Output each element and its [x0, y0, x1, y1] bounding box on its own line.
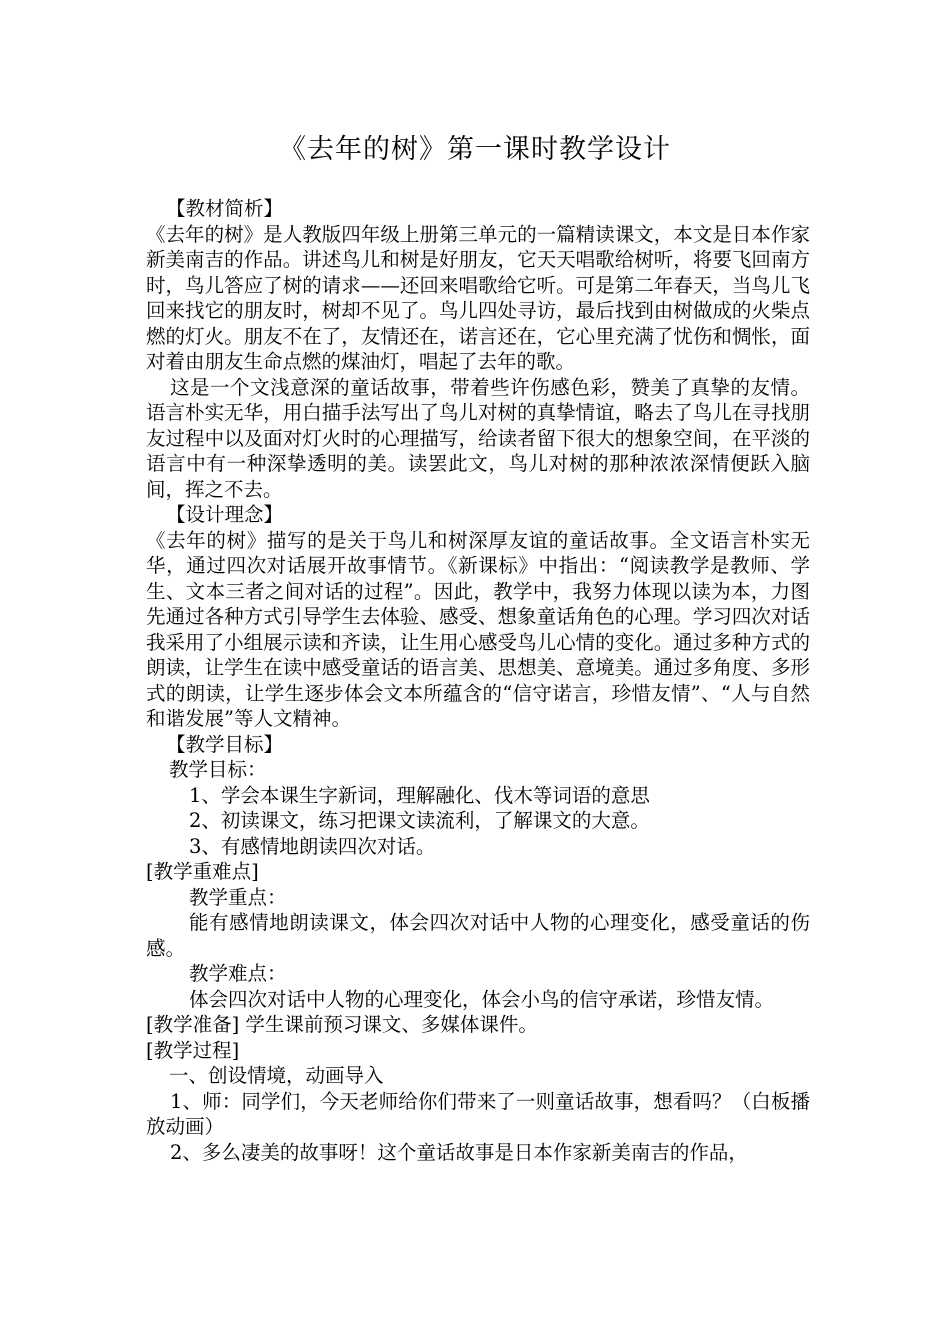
process-step-1-item-2: 2、多么凄美的故事呀！这个童话故事是日本作家新美南吉的作品，	[170, 1140, 748, 1164]
paragraph-materials-2: 这是一个文浅意深的童话故事，带着些许伤感色彩，赞美了真挚的友情。语言朴实无华，用白描手法写出了鸟儿对树的真挚情谊，略去了鸟儿在寻找朋友过程中以及面对灯火时的心理描写，给读者留下很大的想象空间，在平淡的语言中有一种深挚透明的美。读罢此文，鸟儿对树的那种浓浓深情便跃入脑间，挥之不去。	[146, 375, 810, 501]
goal-item-3: 3、有感情地朗读四次对话。	[189, 834, 436, 858]
document-body	[146, 196, 810, 1165]
goal-item-1: 1、学会本课生字新词，理解融化、伐木等词语的意思	[189, 783, 650, 807]
difficulty-label: 教学难点：	[189, 962, 287, 985]
paragraph-concept: 《去年的树》描写的是关于鸟儿和树深厚友谊的童话故事。全文语言朴实无华，通过四次对话展开故事情节。《新课标》中指出：“阅读教学是教师、学生、文本三者之间对话的过程”。因此，教学中，我努力体现以读为本，力图先通过各种方式引导学生去体验、感受、想象童话角色的心理。学习四次对话我采用了小组展示读和齐读，让生用心感受鸟儿心情的变化。通过多种方式的朗读，让学生在读中感受童话的语言美、思想美、意境美。通过多角度、多形式的朗读，让学生逐步体会文本所蕴含的“信守诺言，珍惜友情”、“人与自然和谐发展”等人文精神。	[146, 528, 810, 730]
section-heading-process: [教学过程]	[146, 1038, 240, 1062]
process-step-1-item-1: 1、师：同学们，今天老师给你们带来了一则童话故事，想看吗？（白板播放动画）	[146, 1089, 810, 1138]
section-heading-concept: 【设计理念】	[166, 503, 284, 526]
difficulty-text: 体会四次对话中人物的心理变化，体会小鸟的信守承诺，珍惜友情。	[189, 987, 775, 1011]
section-heading-materials: 【教材简析】	[166, 197, 284, 220]
process-step-1: 一、创设情境，动画导入	[169, 1064, 384, 1087]
key-point-label: 教学重点：	[189, 885, 287, 909]
key-point-text: 能有感情地朗读课文，体会四次对话中人物的心理变化，感受童话的伤感。	[146, 911, 810, 960]
goal-item-2: 2、初读课文，练习把课文读流利，了解课文的大意。	[189, 809, 650, 832]
goals-label: 教学目标：	[169, 758, 267, 781]
section-heading-goals: 【教学目标】	[166, 732, 284, 756]
paragraph-materials-1: 《去年的树》是人教版四年级上册第三单元的一篇精读课文，本文是日本作家新美南吉的作品。讲述鸟儿和树是好朋友，它天天唱歌给树听，将要飞回南方时，鸟儿答应了树的请求——还回来唱歌给它听。可是第二年春天，当鸟儿飞回来找它的朋友时，树却不见了。鸟儿四处寻访，最后找到由树做成的火柴点燃的灯火。朋友不在了，友情还在，诺言还在，它心里充满了忧伤和惆怅，面对着由朋友生命点燃的煤油灯，唱起了去年的歌。	[146, 222, 810, 373]
preparation-line: [教学准备] 学生课前预习课文、多媒体课件。	[146, 1013, 538, 1036]
section-heading-key-points: [教学重难点]	[146, 860, 259, 883]
document-title: 《去年的树》第一课时教学设计	[279, 134, 671, 165]
